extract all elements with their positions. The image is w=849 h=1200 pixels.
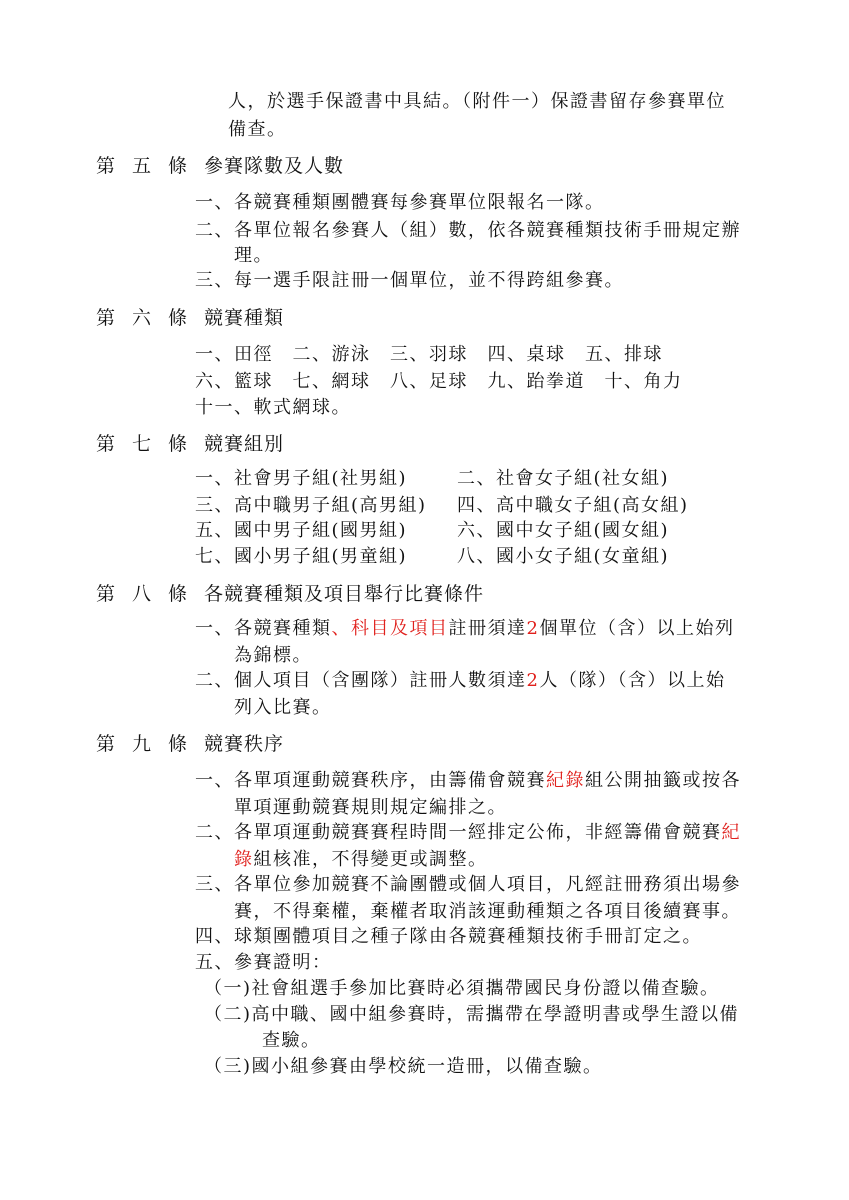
continuation-line-2: 備查。: [228, 119, 287, 140]
article-9-item-2-cont: 錄組核准，不得變更或調整。: [234, 849, 488, 870]
article-8-title: 各競賽種類及項目舉行比賽條件: [204, 583, 485, 605]
article-9-item-1: 一、各單項運動競賽秩序，由籌備會競賽紀錄組公開抽籤或按各: [195, 770, 741, 791]
article-9-item-3: 三、各單位參加競賽不論團體或個人項目，凡經註冊務須出場參: [195, 874, 741, 895]
article-8-item-1: 一、各競賽種類、科目及項目註冊須達2個單位（含）以上始列: [195, 618, 735, 639]
article-9-item-1-cont: 單項運動競賽規則規定編排之。: [234, 797, 507, 818]
article-5-item-1: 一、各競賽種類團體賽每參賽單位限報名一隊。: [195, 192, 605, 213]
article-9-item-5: 五、參賽證明：: [195, 952, 332, 973]
article-5-item-3: 三、每一選手限註冊一個單位，並不得跨組參賽。: [195, 270, 624, 291]
article-5-number: 第 五 條: [96, 155, 188, 177]
article-6-row-1: 一、田徑 二、游泳 三、羽球 四、桌球 五、排球: [195, 344, 663, 365]
amended-text: 紀錄: [546, 770, 585, 791]
continuation-line-1: 人，於選手保證書中具結。（附件一）保證書留存參賽單位: [228, 91, 726, 112]
article-7-row-4: [195, 545, 755, 569]
article-5-heading: [96, 154, 344, 178]
article-9-item-4: 四、球類團體項目之種子隊由各競賽種類技術手冊訂定之。: [195, 926, 702, 947]
article-8-item-1-cont: 為錦標。: [234, 645, 312, 666]
group-6: 六、國中女子組(國女組): [457, 520, 670, 541]
article-9-sub-2-cont: 查驗。: [262, 1030, 321, 1051]
article-7-row-1: [195, 467, 755, 491]
amended-number: 2: [526, 670, 540, 691]
article-9-sub-3: （三)國小組參賽由學校統一造冊，以備查驗。: [204, 1056, 603, 1077]
amended-text: 、科目及項目: [331, 618, 449, 639]
article-6-title: 競賽種類: [204, 307, 285, 329]
article-8-item-2-cont: 列入比賽。: [234, 697, 332, 718]
article-7-row-2: [195, 494, 755, 518]
article-6-heading: [96, 306, 284, 330]
group-3: 三、高中職男子組(高男組): [195, 495, 427, 516]
article-6-number: 第 六 條: [96, 307, 188, 329]
group-8: 八、國小女子組(女童組): [457, 546, 670, 567]
article-8-heading: [96, 582, 484, 606]
article-6-row-3: 十一、軟式網球。: [195, 397, 351, 418]
group-4: 四、高中職女子組(高女組): [457, 495, 689, 516]
article-9-item-3-cont: 賽，不得棄權，棄權者取消該運動種類之各項目後續賽事。: [234, 901, 741, 922]
article-7-title: 競賽組別: [204, 433, 285, 455]
article-6-row-2: 六、籃球 七、網球 八、足球 九、跆拳道 十、角力: [195, 371, 683, 392]
article-7-row-3: [195, 519, 755, 543]
article-9-number: 第 九 條: [96, 733, 188, 755]
group-2: 二、社會女子組(社女組): [457, 468, 670, 489]
amended-text: 紀: [721, 822, 741, 843]
amended-number: 2: [526, 618, 540, 639]
article-5-item-2-cont: 理。: [234, 245, 273, 266]
group-5: 五、國中男子組(國男組): [195, 520, 408, 541]
amended-text: 錄: [234, 849, 254, 870]
article-8-number: 第 八 條: [96, 583, 188, 605]
article-7-heading: [96, 432, 284, 456]
article-5-title: 參賽隊數及人數: [204, 155, 345, 177]
article-9-item-2: 二、各單項運動競賽賽程時間一經排定公佈，非經籌備會競賽紀: [195, 822, 741, 843]
article-9-heading: [96, 732, 284, 756]
article-7-number: 第 七 條: [96, 433, 188, 455]
group-1: 一、社會男子組(社男組): [195, 468, 408, 489]
article-9-title: 競賽秩序: [204, 733, 285, 755]
group-7: 七、國小男子組(男童組): [195, 546, 408, 567]
article-9-sub-1: （一)社會組選手參加比賽時必須攜帶國民身份證以備查驗。: [204, 978, 720, 999]
article-5-item-2: 二、各單位報名參賽人（組）數，依各競賽種類技術手冊規定辦: [195, 220, 741, 241]
article-9-sub-2: （二)高中職、國中組參賽時，需攜帶在學證明書或學生證以備: [204, 1004, 740, 1025]
article-8-item-2: 二、個人項目（含團隊）註冊人數須達2人（隊）（含）以上始: [195, 670, 726, 691]
